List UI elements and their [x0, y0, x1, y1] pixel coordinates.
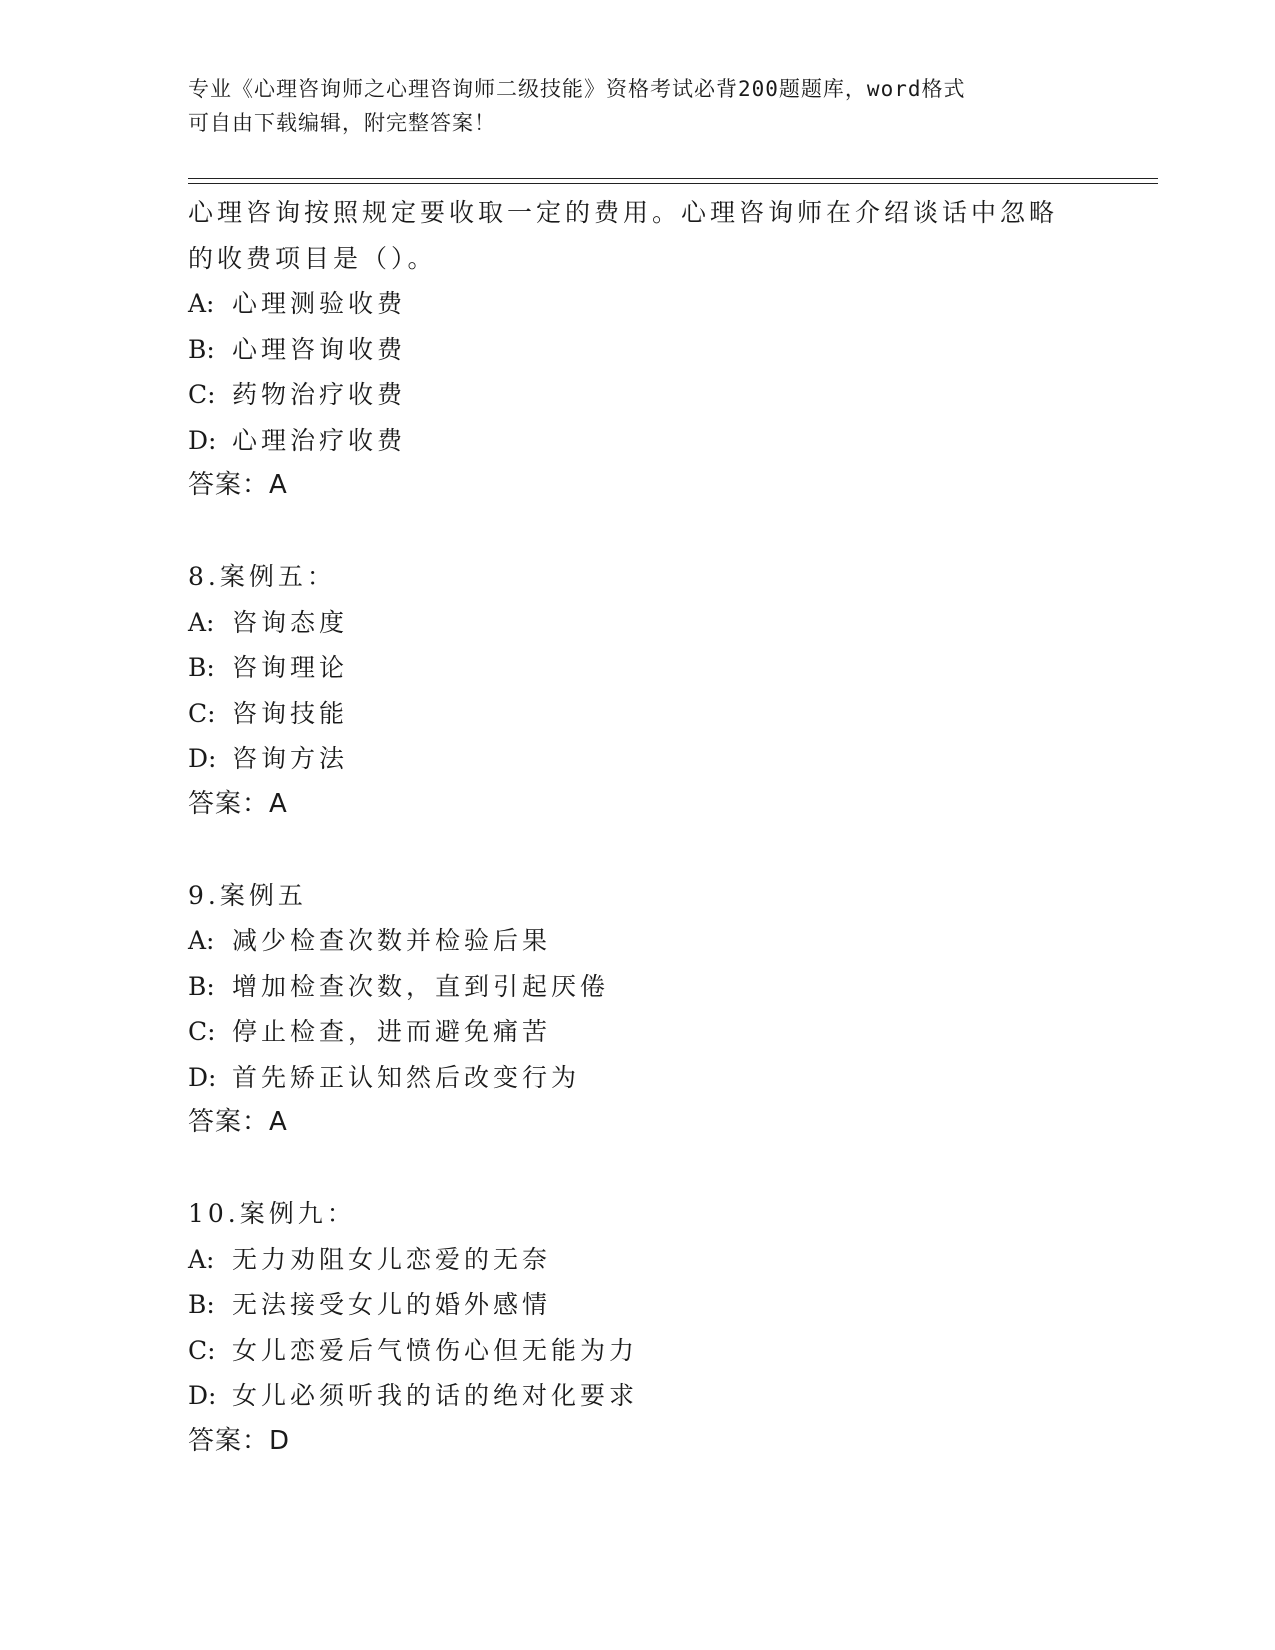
option-letter: A: [188, 1244, 215, 1274]
option-text: 停止检查，进而避免痛苦 [232, 1017, 552, 1046]
option-letter: C: [188, 698, 216, 728]
option-letter: C: [188, 1335, 216, 1365]
question-block [188, 554, 1088, 827]
option-a [188, 1237, 1088, 1283]
option-c [188, 372, 1088, 418]
option-text: 无力劝阻女儿恋爱的无奈 [232, 1244, 552, 1274]
option-text: 增加检查次数，直到引起厌倦 [232, 971, 610, 1001]
option-d [188, 1373, 1088, 1419]
option-a [188, 600, 1088, 646]
question-block [188, 190, 1088, 509]
option-letter: B: [188, 971, 215, 1001]
option-text: 心理测验收费 [232, 289, 407, 318]
option-letter: D: [188, 1062, 217, 1092]
question-stem: 9.案例五 [188, 880, 307, 910]
option-b [188, 1282, 1088, 1328]
question-stem: 心理咨询按照规定要收取一定的费用。心理咨询师在介绍谈话中忽略 [188, 198, 1059, 227]
answer-line: 答案：A [188, 1107, 288, 1137]
option-letter: D: [188, 744, 217, 773]
option-text: 心理治疗收费 [232, 425, 407, 455]
option-b [188, 645, 1088, 691]
header-line-2: 可自由下载编辑，附完整答案！ [188, 111, 496, 135]
header-divider-top [188, 178, 1158, 179]
option-letter: B: [188, 653, 215, 682]
option-d [188, 418, 1088, 464]
option-text: 首先矫正认知然后改变行为 [232, 1062, 581, 1092]
answer-line: 答案：A [188, 788, 288, 819]
option-c [188, 1009, 1088, 1055]
option-text: 咨询态度 [232, 607, 349, 637]
option-letter: C: [188, 380, 216, 409]
option-c [188, 1328, 1088, 1374]
header-divider-bottom [188, 183, 1158, 184]
option-text: 药物治疗收费 [232, 380, 407, 409]
option-text: 咨询理论 [232, 653, 349, 682]
option-b [188, 964, 1088, 1010]
option-letter: A: [188, 926, 215, 955]
question-stem: 8.案例五： [188, 562, 336, 591]
answer-line: 答案：D [188, 1425, 291, 1456]
option-text: 女儿必须听我的话的绝对化要求 [232, 1381, 639, 1410]
option-d [188, 736, 1088, 782]
option-text: 女儿恋爱后气愤伤心但无能为力 [232, 1335, 639, 1365]
option-letter: A: [188, 607, 215, 637]
question-spacer [188, 509, 1088, 555]
option-letter: A: [188, 289, 215, 318]
question-block [188, 1191, 1088, 1464]
question-block [188, 873, 1088, 1146]
option-letter: D: [188, 1381, 217, 1410]
option-letter: D: [188, 425, 217, 455]
option-letter: B: [188, 334, 215, 364]
option-c [188, 691, 1088, 737]
answer-line: 答案：A [188, 470, 288, 500]
option-a [188, 918, 1088, 964]
option-text: 无法接受女儿的婚外感情 [232, 1290, 552, 1319]
option-letter: B: [188, 1290, 215, 1319]
header-line-1: 专业《心理咨询师之心理咨询师二级技能》资格考试必背200题题库，word格式 [188, 77, 966, 101]
question-stem: 的收费项目是（）。 [188, 243, 437, 273]
option-text: 咨询方法 [232, 744, 349, 773]
option-letter: C: [188, 1017, 216, 1046]
option-text: 减少检查次数并检验后果 [232, 926, 552, 955]
option-a [188, 281, 1088, 327]
question-spacer [188, 1146, 1088, 1192]
option-text: 咨询技能 [232, 698, 349, 728]
question-stem: 10.案例九： [188, 1199, 356, 1228]
document-header [188, 72, 1088, 140]
option-b [188, 327, 1088, 373]
option-d [188, 1055, 1088, 1101]
option-text: 心理咨询收费 [232, 334, 407, 364]
question-spacer [188, 827, 1088, 873]
question-list [188, 190, 1088, 1464]
